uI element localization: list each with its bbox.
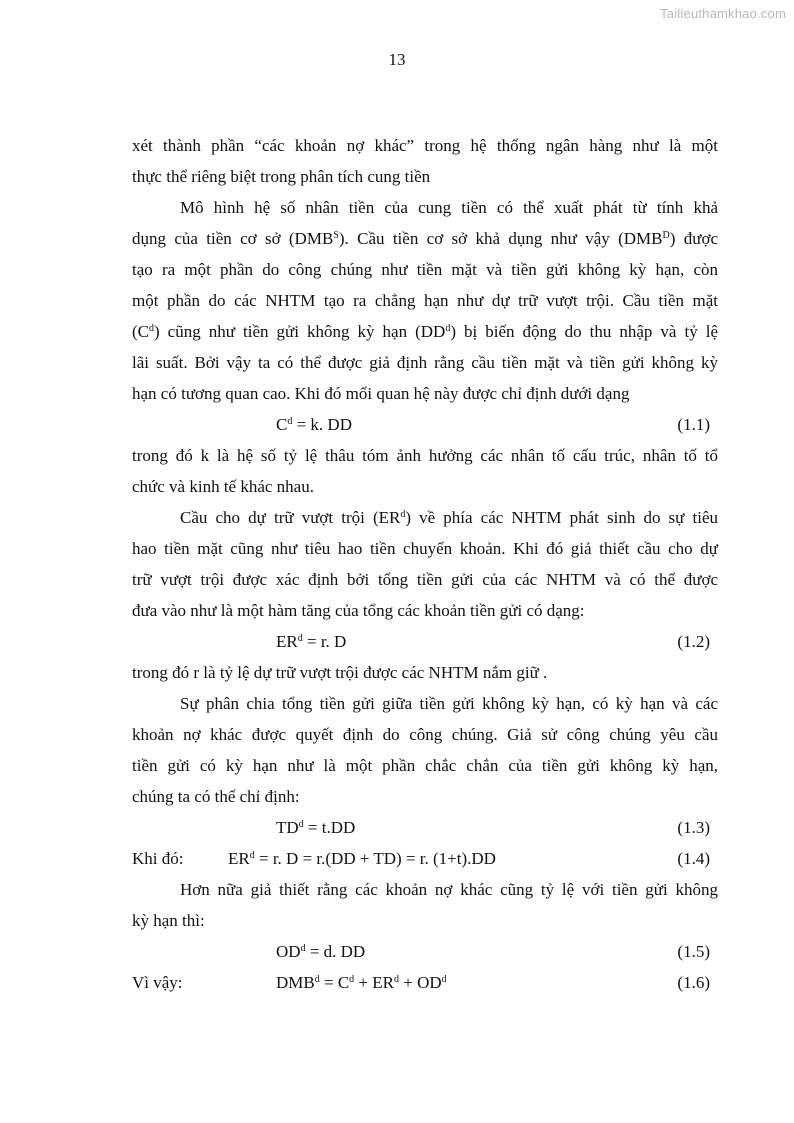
equation-1-3: [132, 812, 718, 843]
text-line: trong đó k là hệ số tỷ lệ thâu tóm ảnh hưởng các nhân tố cấu trúc, nhân tố tổ: [132, 446, 718, 465]
watermark: Tailieuthamkhao.com: [660, 6, 786, 21]
text-line: kỳ hạn thì:: [132, 911, 205, 930]
equation-1-1: [132, 409, 718, 440]
text-line: chức và kinh tế khác nhau.: [132, 477, 314, 496]
equation-formula: $TD^d = t.DD$: [276, 818, 356, 837]
text-line: một phần do các NHTM tạo ra chẳng hạn như dự trữ vượt trội. Cầu tiền mặt: [132, 291, 718, 310]
equation-number: (1.4): [677, 849, 710, 868]
equation-formula: $DMB^d = C^d + ER^d + OD^d$: [276, 973, 447, 992]
text-line: $(C^d)$ cũng như tiền gửi không kỳ hạn $(DD^d)$ bị biến động do thu nhập và tỷ lệ: [132, 322, 718, 341]
text-line: lãi suất. Bởi vậy ta có thể được giả định rằng cầu tiền mặt và tiền gửi không kỳ: [132, 353, 718, 372]
text-line: tiền gửi có kỳ hạn như là một phần chắc chắn của tiền gửi không kỳ hạn,: [132, 756, 718, 775]
text-line: Cầu cho dự trữ vượt trội $(ER^d)$ về phía các NHTM phát sinh do sự tiêu: [180, 508, 718, 527]
equation-formula: $ER^d = r$. D: [276, 632, 347, 651]
equation-number: (1.5): [677, 942, 710, 961]
text-line: trữ vượt trội được xác định bởi tổng tiền gửi của các NHTM và có thể được: [132, 570, 718, 589]
text-line: khoản nợ khác được quyết định do công chúng. Giả sử công chúng yêu cầu: [132, 725, 718, 744]
equation-lead: Khi đó:: [132, 849, 184, 868]
equation-number: (1.6): [677, 973, 710, 992]
equation-number: (1.2): [677, 632, 710, 651]
equation-number: (1.3): [677, 818, 710, 837]
text-line: Sự phân chia tổng tiền gửi giữa tiền gửi không kỳ hạn, có kỳ hạn và các: [180, 694, 718, 713]
text-line: Mô hình hệ số nhân tiền của cung tiền có thể xuất phát từ tính khả: [180, 198, 718, 217]
equation-formula: $OD^d = d$. DD: [276, 942, 366, 961]
text-line: chúng ta có thể chỉ định:: [132, 787, 300, 806]
equation-formula: $ER^d = r$. D = r.(DD + TD) = r. (1+t).DD: [228, 849, 496, 868]
equation-formula: $C^d = k$. DD: [276, 415, 352, 434]
equation-number: (1.1): [677, 415, 710, 434]
equation-1-2: [132, 626, 718, 657]
equation-1-6: [132, 967, 718, 998]
equation-1-5: [132, 936, 718, 967]
text-line: hao tiền mặt cũng như tiêu hao tiền chuyển khoản. Khi đó giả thiết cầu cho dự: [132, 539, 718, 558]
page-number: 13: [388, 50, 406, 69]
text-line: hạn có tương quan cao. Khi đó mối quan hệ này được chỉ định dưới dạng: [132, 384, 630, 403]
text-line: xét thành phần “các khoản nợ khác” trong hệ thống ngân hàng như là một: [132, 136, 718, 155]
text-line: đưa vào như là một hàm tăng của tổng các khoản tiền gửi có dạng:: [132, 601, 585, 620]
text-line: Hơn nữa giả thiết rằng các khoản nợ khác cũng tỷ lệ với tiền gửi không: [180, 880, 718, 899]
text-line: thực thể riêng biệt trong phân tích cung tiền: [132, 167, 431, 186]
equation-1-4: [132, 843, 718, 874]
text-line: trong đó r là tỷ lệ dự trữ vượt trội được các NHTM nắm giữ .: [132, 663, 548, 682]
document-body: [132, 130, 718, 998]
text-line: tạo ra một phần do công chúng như tiền mặt và tiền gửi không kỳ hạn, còn: [132, 260, 718, 279]
text-line: dụng của tiền cơ sở $(DMB^S)$. Cầu tiền cơ sở khả dụng như vậy $(DMB^D)$ được: [132, 229, 718, 248]
equation-lead: Vì vậy:: [132, 973, 183, 992]
